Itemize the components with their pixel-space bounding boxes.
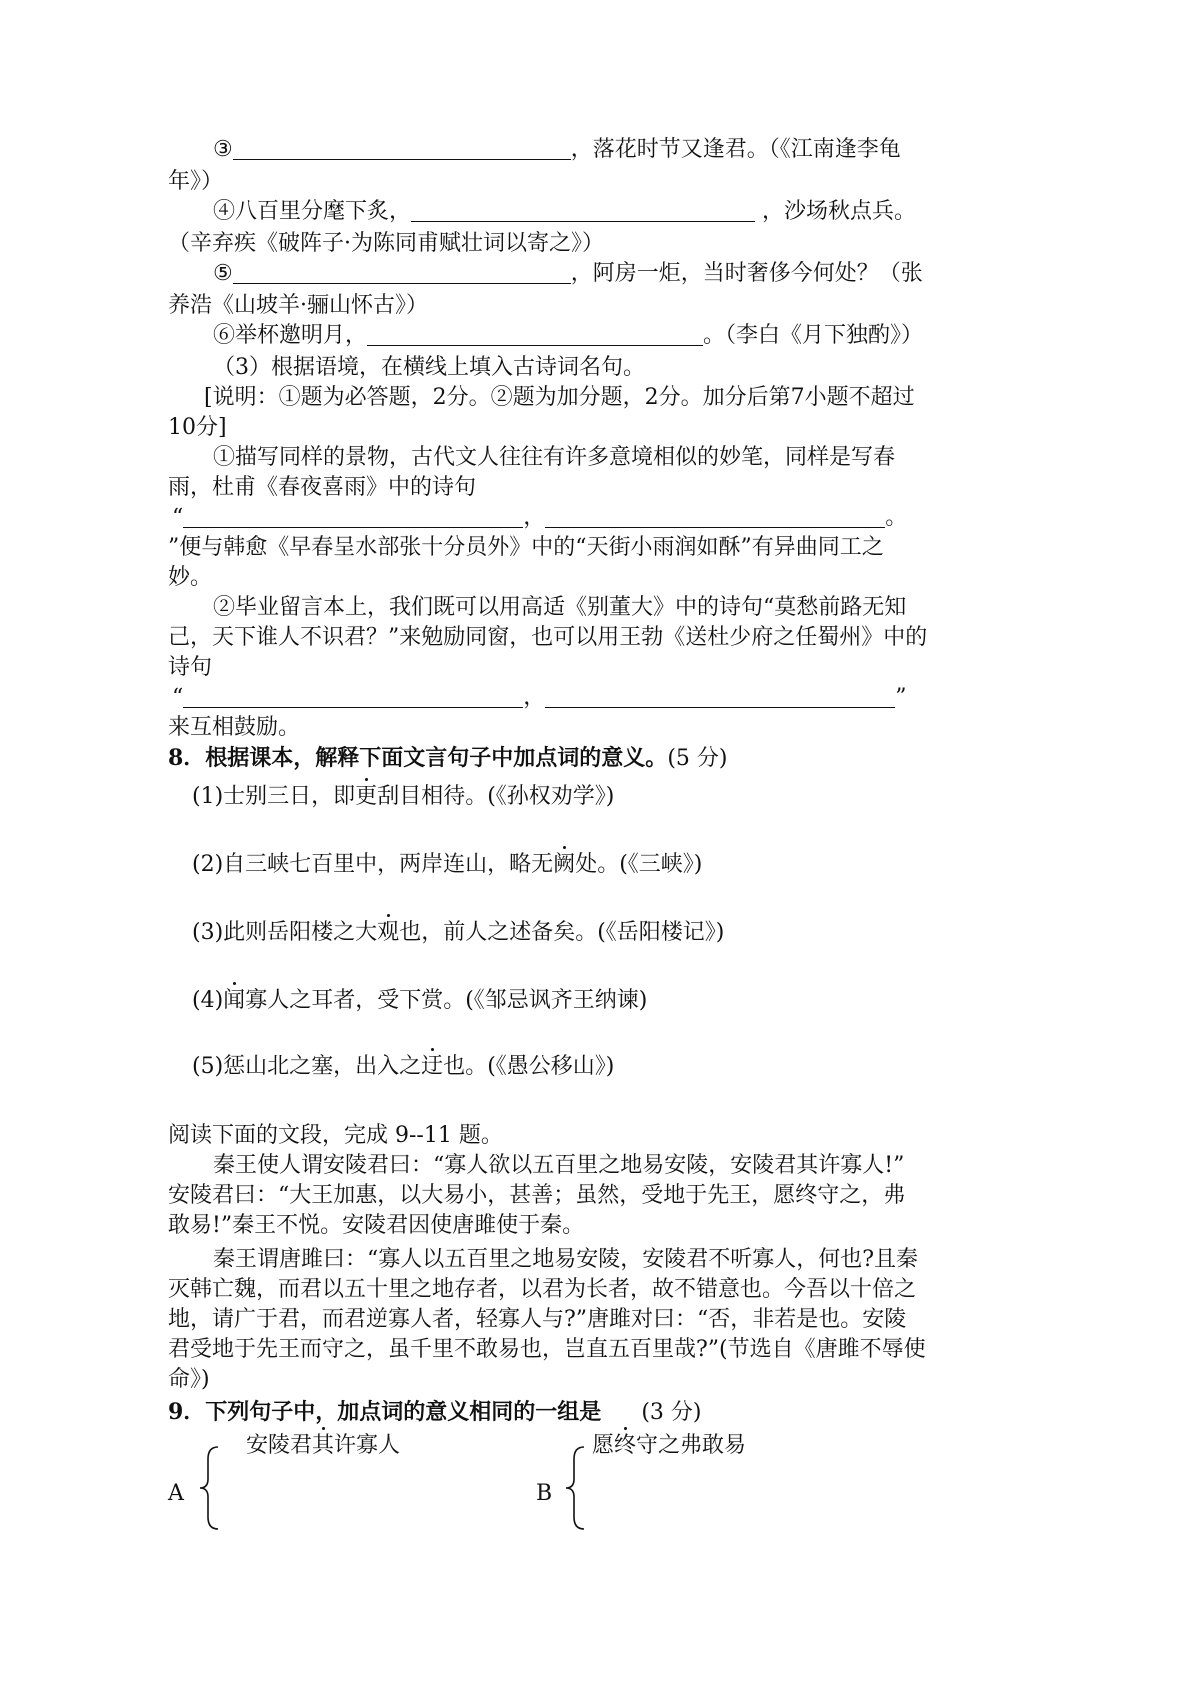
passage-p1-l1: 秦王使人谓安陵君曰：“寡人欲以五百里之地易安陵，安陵君其许寡人!” (213, 1153, 905, 1178)
q8-item-2: (2)自三峡七百里中，两岸连山，略无阙处。(《三峡》) (192, 849, 702, 881)
option-b-line-1: 愿终守之弗敢易 (592, 1430, 746, 1462)
answer-blank[interactable] (545, 683, 895, 708)
q8-item-5: (5)惩山北之塞，出入之迂也。(《愚公移山》) (192, 1051, 614, 1083)
answer-blank[interactable] (183, 503, 523, 528)
sub-question-title: （3）根据语境，在横线上填入古诗词名句。 (213, 355, 645, 380)
option-b-letter: B (536, 1481, 553, 1506)
question-9-title: 9．下列句子中，加点词的意义相同的一组是 (3 分) (168, 1399, 702, 1425)
note-line-2: 10分] (168, 415, 227, 440)
dotted-word: 更 (355, 781, 377, 813)
passage-p2-l3: 地，请广于君，而君逆寡人者，轻寡人与?”唐雎对曰：“否，非若是也。安陵 (168, 1307, 907, 1332)
context-1-line-4: ”便与韩愈《早春呈水部张十分员外》中的“天街小雨润如酥”有异曲同工之 (168, 535, 884, 560)
passage-p2-l1: 秦王谓唐雎曰：“寡人以五百里之地易安陵，安陵君不听寡人，何也?且秦 (213, 1247, 919, 1272)
option-b-brace (564, 1445, 586, 1531)
question-8-title: 8．根据课本，解释下面文言句子中加点词的意义。(5 分) (168, 745, 728, 771)
dotted-word: 阙 (553, 849, 575, 881)
answer-blank[interactable] (183, 683, 523, 708)
poem-item-4: ④八百里分麾下炙， ，沙场秋点兵。 (213, 199, 917, 224)
option-a-line-1: 安陵君其许寡人 (246, 1430, 400, 1462)
answer-blank[interactable] (367, 321, 703, 346)
context-2-line-5: 来互相鼓励。 (168, 715, 301, 740)
q8-item-1: (1)士别三日，即更刮目相待。(《孙权劝学》) (192, 781, 614, 813)
option-a-letter: A (168, 1481, 184, 1506)
context-2-blanks: “ ， ” (172, 685, 907, 710)
poem-item-5: ⑤ ，阿房一炬，当时奢侈今何处？（张 (213, 261, 923, 286)
context-2-line-3: 诗句 (168, 655, 213, 680)
dotted-word: 终 (614, 1430, 636, 1462)
context-2-line-2: 己，天下谁人不识君？”来勉励同窗，也可以用王勃《送杜少府之任蜀州》中的 (168, 625, 928, 650)
context-1-blanks: “ ， 。 (172, 505, 908, 530)
passage-p1-l3: 敢易!”秦王不悦。安陵君因使唐雎使于秦。 (168, 1213, 585, 1238)
dotted-word: 闻 (223, 985, 245, 1017)
answer-blank[interactable] (233, 259, 571, 284)
q8-item-3: (3)此则岳阳楼之大观也，前人之述备矣。(《岳阳楼记》) (192, 917, 724, 949)
note-line-1: [说明：①题为必答题，2分。②题为加分题，2分。加分后第7小题不超过 (204, 385, 915, 410)
answer-blank[interactable] (411, 197, 755, 222)
context-1-line-2: 雨，杜甫《春夜喜雨》中的诗句 (168, 475, 477, 500)
passage-p2-l4: 君受地于先王而守之，虽千里不敢易也，岂直五百里哉?”(节选自《唐雎不辱使 (168, 1337, 926, 1362)
passage-p1-l2: 安陵君曰：“大王加惠，以大易小，甚善；虽然，受地于先王，愿终守之，弗 (168, 1183, 906, 1208)
reading-intro: 阅读下面的文段，完成 9--11 题。 (168, 1123, 503, 1148)
dotted-word: 迂 (421, 1051, 443, 1083)
context-1-line-1: ①描写同样的景物，古代文人往往有许多意境相似的妙笔，同样是写春 (213, 445, 896, 470)
context-1-line-5: 妙。 (168, 565, 213, 590)
option-a-brace (198, 1445, 220, 1531)
answer-blank[interactable] (233, 135, 571, 160)
poem-item-6: ⑥举杯邀明月， 。（李白《月下独酌》） (213, 323, 924, 348)
answer-blank[interactable] (545, 503, 885, 528)
poem-item-5-cont: 养浩《山坡羊·骊山怀古》） (168, 293, 428, 318)
context-2-line-1: ②毕业留言本上，我们既可以用高适《别董大》中的诗句“莫愁前路无知 (213, 595, 907, 620)
poem-item-4-cont: （辛弃疾《破阵子·为陈同甫赋壮词以寄之》） (168, 231, 604, 256)
passage-p2-l5: 命》) (168, 1367, 210, 1392)
poem-item-3-cont: 年》） (168, 169, 224, 194)
dotted-word: 观 (377, 917, 399, 949)
q8-item-4: (4)闻寡人之耳者，受下赏。(《邹忌讽齐王纳谏) (192, 985, 647, 1017)
poem-item-3: ③ ，落花时节又逢君。（《江南逢李龟 (213, 137, 901, 162)
passage-p2-l2: 灭韩亡魏，而君以五十里之地存者，以君为长者，故不错意也。今吾以十倍之 (168, 1277, 917, 1302)
dotted-word: 其 (312, 1430, 334, 1462)
